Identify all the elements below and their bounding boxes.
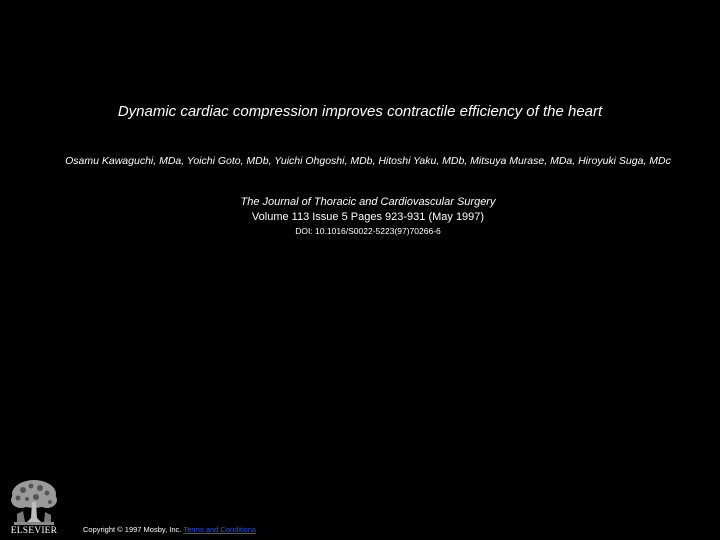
doi: DOI: 10.1016/S0022-5223(97)70266-6 bbox=[295, 226, 441, 236]
journal-name: The Journal of Thoracic and Cardiovascular Surgery bbox=[240, 196, 496, 208]
copyright-text: Copyright © 1997 Mosby, Inc. bbox=[83, 525, 184, 534]
elsevier-logo bbox=[6, 478, 62, 538]
article-title: Dynamic cardiac compression improves contractile efficiency of the heart bbox=[117, 103, 603, 120]
article-authors: Osamu Kawaguchi, MDa, Yoichi Goto, MDb, Yuichi Ohgoshi, MDb, Hitoshi Yaku, MDb, Mitsuya Murase, MDa, Hiroyuki Suga, MDc bbox=[65, 155, 671, 167]
tree-icon bbox=[9, 478, 59, 525]
elsevier-wordmark: ELSEVIER bbox=[10, 526, 58, 536]
volume-info: Volume 113 Issue 5 Pages 923-931 (May 1997) bbox=[251, 211, 485, 223]
copyright-line bbox=[83, 525, 256, 534]
terms-link[interactable]: Terms and Conditions bbox=[183, 525, 256, 534]
